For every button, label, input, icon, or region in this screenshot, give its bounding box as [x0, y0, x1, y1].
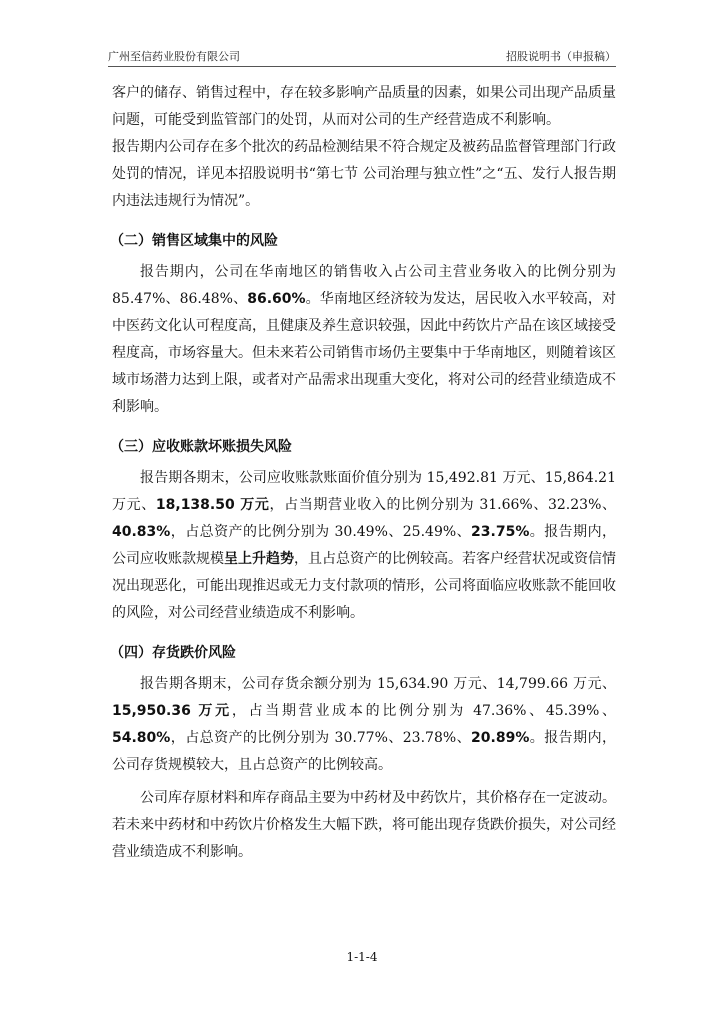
section-heading-3: （三）应收账款坏账损失风险 [110, 439, 292, 455]
header-doc-title: 招股说明书（申报稿） [506, 50, 616, 63]
text: 报告期各期末，公司应收账款账面价值分别为 15,492.81 万元、15,864.21 万元、 [112, 470, 616, 513]
section-2-paragraph [112, 259, 616, 421]
text: 报告期各期末，公司存货余额分别为 15,634.90 万元、14,799.66 万元、 [140, 676, 616, 692]
section-3-paragraph [112, 465, 616, 627]
text: 报告期内，公司在华南地区的销售收入占公司主营业务收入的比例分别为85.47%、86.48%、 [112, 264, 616, 307]
header-company: 广州至信药业股份有限公司 [108, 50, 240, 63]
document-body [112, 80, 616, 866]
text: ，占总资产的比例分别为 30.49%、25.49%、 [170, 524, 472, 540]
bold-value: 18,138.50 万元 [155, 497, 270, 513]
bold-value: 54.80% [112, 730, 171, 746]
section-heading-4: （四）存货跌价风险 [110, 645, 236, 661]
text: ，占当期营业收入的比例分别为 31.66%、32.23%、 [269, 497, 617, 513]
bold-value: 15,950.36 万元 [112, 703, 232, 719]
section-4-paragraph-2: 公司库存原材料和库存商品主要为中药材及中药饮片，其价格存在一定波动。若未来中药材和中药饮片价格发生大幅下跌，将可能出现存货跌价损失，对公司经营业绩造成不利影响。 [112, 790, 616, 860]
page-number: 1-1-4 [346, 950, 378, 964]
text: 。报告期内，公司存货规模较大，且占总资产的比例较高。 [112, 730, 617, 773]
intro-paragraph-1: 客户的储存、销售过程中，存在较多影响产品质量的因素，如果公司出现产品质量问题，可能受到监管部门的处罚，从而对公司的生产经营造成不利影响。 [112, 85, 616, 128]
text: ，且占总资产的比例较高。若客户经营状况或资信情况出现恶化，可能出现推迟或无力支付款项的情形，公司将面临应收账款不能回收的风险，对公司经营业绩造成不利影响。 [112, 551, 616, 621]
text: ，占当期营业成本的比例分别为 47.36%、45.39%、 [231, 703, 616, 719]
page-header [108, 48, 616, 64]
text: 。报告期内，公司应收账款规模 [112, 524, 617, 567]
text: ，占总资产的比例分别为 30.77%、23.78%、 [170, 730, 472, 746]
bold-value: 20.89% [471, 730, 530, 746]
section-heading-2: （二）销售区域集中的风险 [110, 233, 278, 249]
bold-value: 86.60% [247, 291, 306, 307]
text: 。华南地区经济较为发达，居民收入水平较高，对中医药文化认可程度高，且健康及养生意识较强，因此中药饮片产品在该区域接受程度高，市场容量大。但未来若公司销售市场仍主要集中于华南地区，则随着该区域市场潜力达到上限，或者对产品需求出现重大变化，将对公司的经营业绩造成不利影响。 [112, 291, 617, 415]
bold-value: 23.75% [471, 524, 530, 540]
bold-value: 40.83% [112, 524, 171, 540]
header-rule [108, 66, 616, 67]
section-4-paragraph-1 [112, 671, 616, 779]
bold-value: 呈上升趋势 [224, 551, 294, 567]
intro-paragraph-2: 报告期内公司存在多个批次的药品检测结果不符合规定及被药品监督管理部门行政处罚的情况，详见本招股说明书“第七节 公司治理与独立性”之“五、发行人报告期内违法违规行为情况”。 [112, 139, 616, 209]
